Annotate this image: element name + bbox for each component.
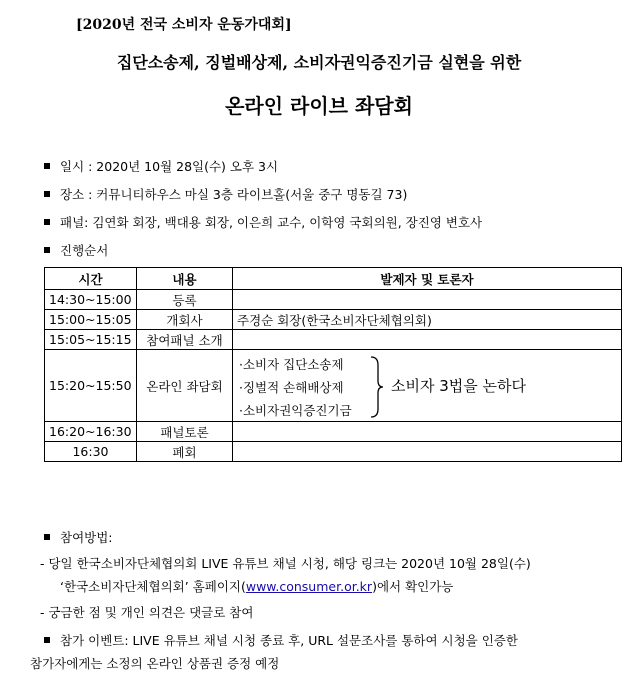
cell-speaker bbox=[233, 330, 622, 350]
square-bullet-icon bbox=[44, 534, 50, 540]
topics-summary: 소비자 3법을 논하다 bbox=[391, 377, 527, 395]
square-bullet-icon bbox=[44, 191, 50, 197]
schedule-table bbox=[44, 267, 622, 462]
participation-line-2: ‘한국소비자단체협의회’ 홈페이지(www.consumer.or.kr)에서 확인가능 bbox=[60, 579, 454, 594]
topic-item: ·소비자권익증진기금 bbox=[239, 403, 352, 418]
table-row bbox=[45, 310, 622, 330]
topics-list bbox=[239, 353, 352, 422]
square-bullet-icon bbox=[44, 637, 50, 643]
cell-speaker bbox=[233, 422, 622, 442]
page-title: 온라인 라이브 좌담회 bbox=[225, 94, 413, 118]
square-bullet-icon bbox=[44, 163, 50, 169]
col-header-content: 내용 bbox=[137, 268, 233, 290]
right-brace-icon bbox=[369, 355, 385, 419]
cell-time: 14:30~15:00 bbox=[45, 290, 137, 310]
homepage-link[interactable]: www.consumer.or.kr bbox=[245, 579, 373, 594]
cell-content: 등록 bbox=[137, 290, 233, 310]
cell-time: 15:05~15:15 bbox=[45, 330, 137, 350]
table-header-row bbox=[45, 268, 622, 290]
table-row bbox=[45, 350, 622, 422]
cell-content: 온라인 좌담회 bbox=[137, 350, 233, 422]
table-row bbox=[45, 422, 622, 442]
cell-speaker-topics bbox=[233, 350, 622, 422]
cell-content: 패널토론 bbox=[137, 422, 233, 442]
table-row bbox=[45, 330, 622, 350]
topic-item: ·징벌적 손해배상제 bbox=[239, 380, 344, 395]
table-row bbox=[45, 442, 622, 462]
cell-content: 참여패널 소개 bbox=[137, 330, 233, 350]
cell-time: 16:20~16:30 bbox=[45, 422, 137, 442]
info-date: 일시 : 2020년 10월 28일(수) 오후 3시 bbox=[44, 157, 278, 175]
info-program-label: 진행순서 bbox=[44, 241, 108, 259]
info-place: 장소 : 커뮤니티하우스 마실 3층 라이브홀(서울 중구 명동길 73) bbox=[44, 185, 407, 203]
cell-speaker bbox=[233, 442, 622, 462]
square-bullet-icon bbox=[44, 247, 50, 253]
participation-label-line bbox=[44, 528, 113, 546]
event-line-1: 참가 이벤트: LIVE 유튜브 채널 시청 종료 후, URL 설문조사를 통하여 시청을 인증한 bbox=[44, 631, 518, 649]
subtitle: 집단소송제, 징벌배상제, 소비자권익증진기금 실현을 위한 bbox=[116, 53, 522, 72]
cell-content: 개회사 bbox=[137, 310, 233, 330]
cell-speaker bbox=[233, 290, 622, 310]
event-line-2: 참가자에게는 소정의 온라인 상품권 증정 예정 bbox=[30, 656, 280, 671]
cell-time: 15:00~15:05 bbox=[45, 310, 137, 330]
participation-line-1: - 당일 한국소비자단체협의회 LIVE 유튜브 채널 시청, 해당 링크는 2020년 10월 28일(수) bbox=[40, 556, 531, 571]
participation-label: 참여방법: bbox=[60, 530, 113, 545]
square-bullet-icon bbox=[44, 219, 50, 225]
cell-time: 15:20~15:50 bbox=[45, 350, 137, 422]
col-header-speaker: 발제자 및 토론자 bbox=[233, 268, 622, 290]
cell-time: 16:30 bbox=[45, 442, 137, 462]
info-panel: 패널: 김연화 회장, 백대용 회장, 이은희 교수, 이학영 국회의원, 장진영 변호사 bbox=[44, 213, 482, 231]
cell-speaker: 주경순 회장(한국소비자단체협의회) bbox=[233, 310, 622, 330]
event-tag: [2020년 전국 소비자 운동가대회] bbox=[76, 17, 292, 33]
col-header-time: 시간 bbox=[45, 268, 137, 290]
topic-item: ·소비자 집단소송제 bbox=[239, 357, 344, 372]
participation-line-3: - 궁금한 점 및 개인 의견은 댓글로 참여 bbox=[40, 605, 254, 620]
table-row bbox=[45, 290, 622, 310]
cell-content: 폐회 bbox=[137, 442, 233, 462]
